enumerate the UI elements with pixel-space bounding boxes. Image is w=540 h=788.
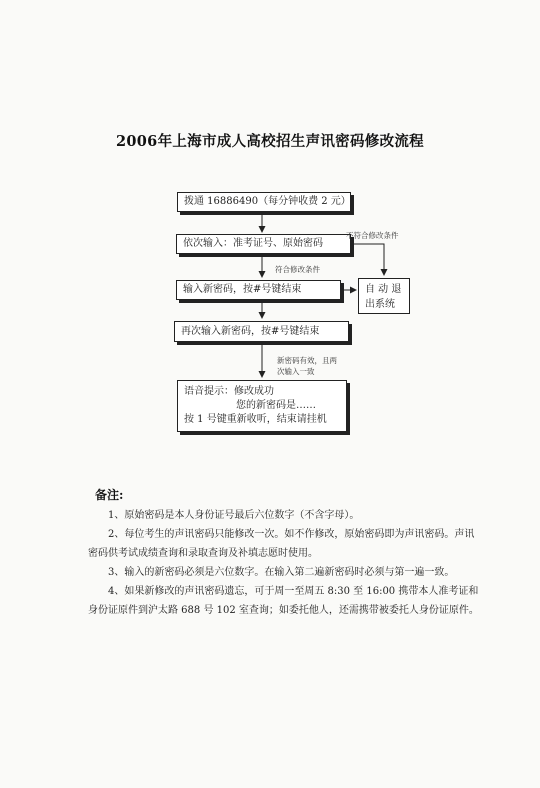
voice-prompt-line-3: 按 1 号键重新收听，结束请挂机: [184, 414, 327, 425]
label-password-valid: [277, 355, 337, 377]
flow-step-confirm-password-text: 再次输入新密码，按#号键结束: [181, 326, 320, 337]
label-password-valid-line-2: 次输入一致: [277, 367, 315, 376]
flow-step-new-password-text: 输入新密码，按#号键结束: [183, 284, 302, 295]
flow-step-confirm-password: [174, 321, 349, 342]
flow-step-new-password: [176, 280, 341, 300]
arrow-step2-to-exit: [352, 244, 384, 275]
remark-item-4: 4、如果新修改的声讯密码遗忘，可于周一至周五 8:30 至 16:00 携带本人准考证和身份证原件到沪太路 688 号 102 室查询；如委托他人，还需携带被委托人身份证原件。: [88, 586, 479, 616]
remark-item-1: 1、原始密码是本人身份证号最后六位数字（不含字母）。: [108, 510, 360, 521]
exit-system-line-1: 自 动 退: [365, 284, 402, 295]
flow-step-dial: [177, 192, 351, 212]
flow-step-dial-text: 拨通 16886490（每分钟收费 2 元）: [184, 196, 351, 207]
flow-step-enter-credentials-text: 依次输入：准考证号、原始密码: [183, 238, 323, 249]
label-meet-conditions: 符合修改条件: [275, 265, 320, 274]
remarks-heading: 备注:: [95, 488, 124, 502]
voice-prompt-line-2: 您的新密码是……: [236, 400, 316, 411]
page-title: 2006年上海市成人高校招生声讯密码修改流程: [116, 133, 424, 150]
label-password-valid-line-1: 新密码有效，且两: [277, 356, 337, 365]
label-not-meet-conditions: 不符合修改条件: [346, 231, 399, 240]
remark-item-3: 3、输入的新密码必须是六位数字。在输入第二遍新密码时必须与第一遍一致。: [108, 567, 455, 578]
flow-exit-system: [358, 278, 410, 314]
flow-step-enter-credentials: [176, 234, 351, 254]
flow-step-voice-prompt: [177, 380, 347, 432]
remarks-list: [88, 506, 483, 620]
remark-item-2: 2、每位考生的声讯密码只能修改一次。如不作修改，原始密码即为声讯密码。声讯密码供考试成绩查询和录取查询及补填志愿时使用。: [88, 529, 475, 559]
voice-prompt-line-1: 语音提示：修改成功: [184, 386, 274, 397]
exit-system-line-2: 出系统: [365, 299, 395, 310]
